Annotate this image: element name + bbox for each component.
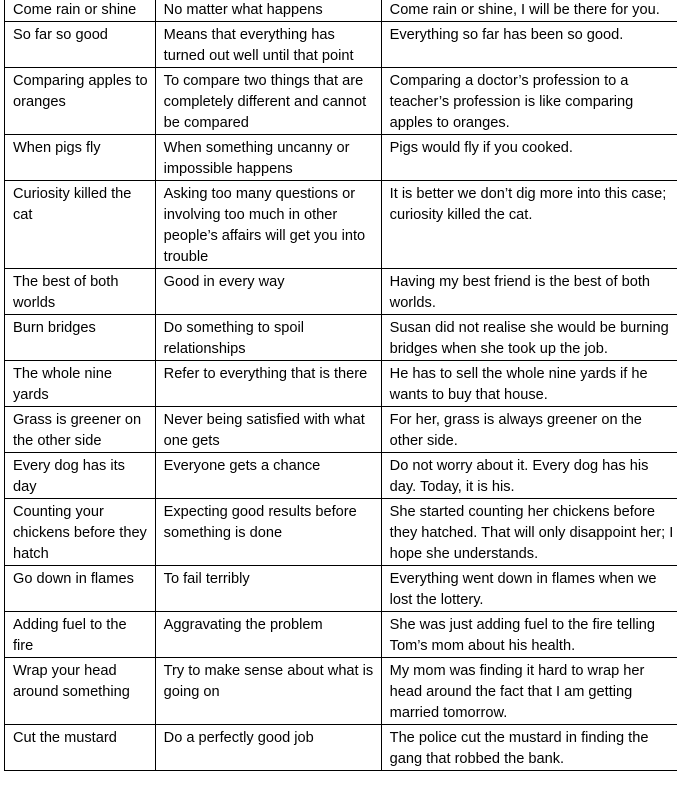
idiom-cell: The whole nine yards bbox=[5, 361, 156, 407]
idiom-cell: So far so good bbox=[5, 22, 156, 68]
example-cell: My mom was finding it hard to wrap her head around the fact that I am getting married tomorrow. bbox=[381, 658, 677, 725]
example-cell: For her, grass is always greener on the other side. bbox=[381, 407, 677, 453]
idiom-cell: Cut the mustard bbox=[5, 725, 156, 771]
example-cell: Pigs would fly if you cooked. bbox=[381, 135, 677, 181]
example-cell: Comparing a doctor’s profession to a teacher’s profession is like comparing apples to oranges. bbox=[381, 68, 677, 135]
meaning-cell: Everyone gets a chance bbox=[155, 453, 381, 499]
idiom-table bbox=[4, 0, 677, 771]
table-row bbox=[5, 269, 677, 315]
meaning-cell: Means that everything has turned out well until that point bbox=[155, 22, 381, 68]
meaning-cell: Try to make sense about what is going on bbox=[155, 658, 381, 725]
meaning-cell: Do a perfectly good job bbox=[155, 725, 381, 771]
table-row bbox=[5, 361, 677, 407]
table-row bbox=[5, 68, 677, 135]
example-cell: Everything went down in flames when we lost the lottery. bbox=[381, 566, 677, 612]
meaning-cell: To fail terribly bbox=[155, 566, 381, 612]
example-cell: She started counting her chickens before they hatched. That will only disappoint her; I hope she understands. bbox=[381, 499, 677, 566]
idiom-cell: Burn bridges bbox=[5, 315, 156, 361]
table-row bbox=[5, 0, 677, 22]
idiom-cell: Curiosity killed the cat bbox=[5, 181, 156, 269]
idiom-cell: Comparing apples to oranges bbox=[5, 68, 156, 135]
meaning-cell: To compare two things that are completely different and cannot be compared bbox=[155, 68, 381, 135]
table-row bbox=[5, 566, 677, 612]
idiom-cell: Every dog has its day bbox=[5, 453, 156, 499]
table-row bbox=[5, 499, 677, 566]
example-cell: Do not worry about it. Every dog has his day. Today, it is his. bbox=[381, 453, 677, 499]
meaning-cell: When something uncanny or impossible happens bbox=[155, 135, 381, 181]
meaning-cell: Refer to everything that is there bbox=[155, 361, 381, 407]
meaning-cell: Good in every way bbox=[155, 269, 381, 315]
example-cell: It is better we don’t dig more into this case; curiosity killed the cat. bbox=[381, 181, 677, 269]
table-row bbox=[5, 22, 677, 68]
example-cell: Everything so far has been so good. bbox=[381, 22, 677, 68]
meaning-cell: Aggravating the problem bbox=[155, 612, 381, 658]
idiom-cell: Grass is greener on the other side bbox=[5, 407, 156, 453]
table-row bbox=[5, 315, 677, 361]
table-row bbox=[5, 135, 677, 181]
example-cell: Having my best friend is the best of both worlds. bbox=[381, 269, 677, 315]
example-cell: She was just adding fuel to the fire telling Tom’s mom about his health. bbox=[381, 612, 677, 658]
meaning-cell: Never being satisfied with what one gets bbox=[155, 407, 381, 453]
example-cell: Come rain or shine, I will be there for you. bbox=[381, 0, 677, 22]
table-row bbox=[5, 181, 677, 269]
meaning-cell: Asking too many questions or involving too much in other people’s affairs will get you into trouble bbox=[155, 181, 381, 269]
table-row bbox=[5, 658, 677, 725]
example-cell: The police cut the mustard in finding the gang that robbed the bank. bbox=[381, 725, 677, 771]
table-row bbox=[5, 612, 677, 658]
table-row bbox=[5, 453, 677, 499]
meaning-cell: Expecting good results before something is done bbox=[155, 499, 381, 566]
table-row bbox=[5, 407, 677, 453]
idiom-cell: Adding fuel to the fire bbox=[5, 612, 156, 658]
idiom-cell: The best of both worlds bbox=[5, 269, 156, 315]
table-row bbox=[5, 725, 677, 771]
idiom-cell: Come rain or shine bbox=[5, 0, 156, 22]
idiom-cell: Go down in flames bbox=[5, 566, 156, 612]
meaning-cell: No matter what happens bbox=[155, 0, 381, 22]
idiom-cell: Counting your chickens before they hatch bbox=[5, 499, 156, 566]
example-cell: Susan did not realise she would be burning bridges when she took up the job. bbox=[381, 315, 677, 361]
idiom-cell: Wrap your head around something bbox=[5, 658, 156, 725]
meaning-cell: Do something to spoil relationships bbox=[155, 315, 381, 361]
idiom-cell: When pigs fly bbox=[5, 135, 156, 181]
example-cell: He has to sell the whole nine yards if he wants to buy that house. bbox=[381, 361, 677, 407]
